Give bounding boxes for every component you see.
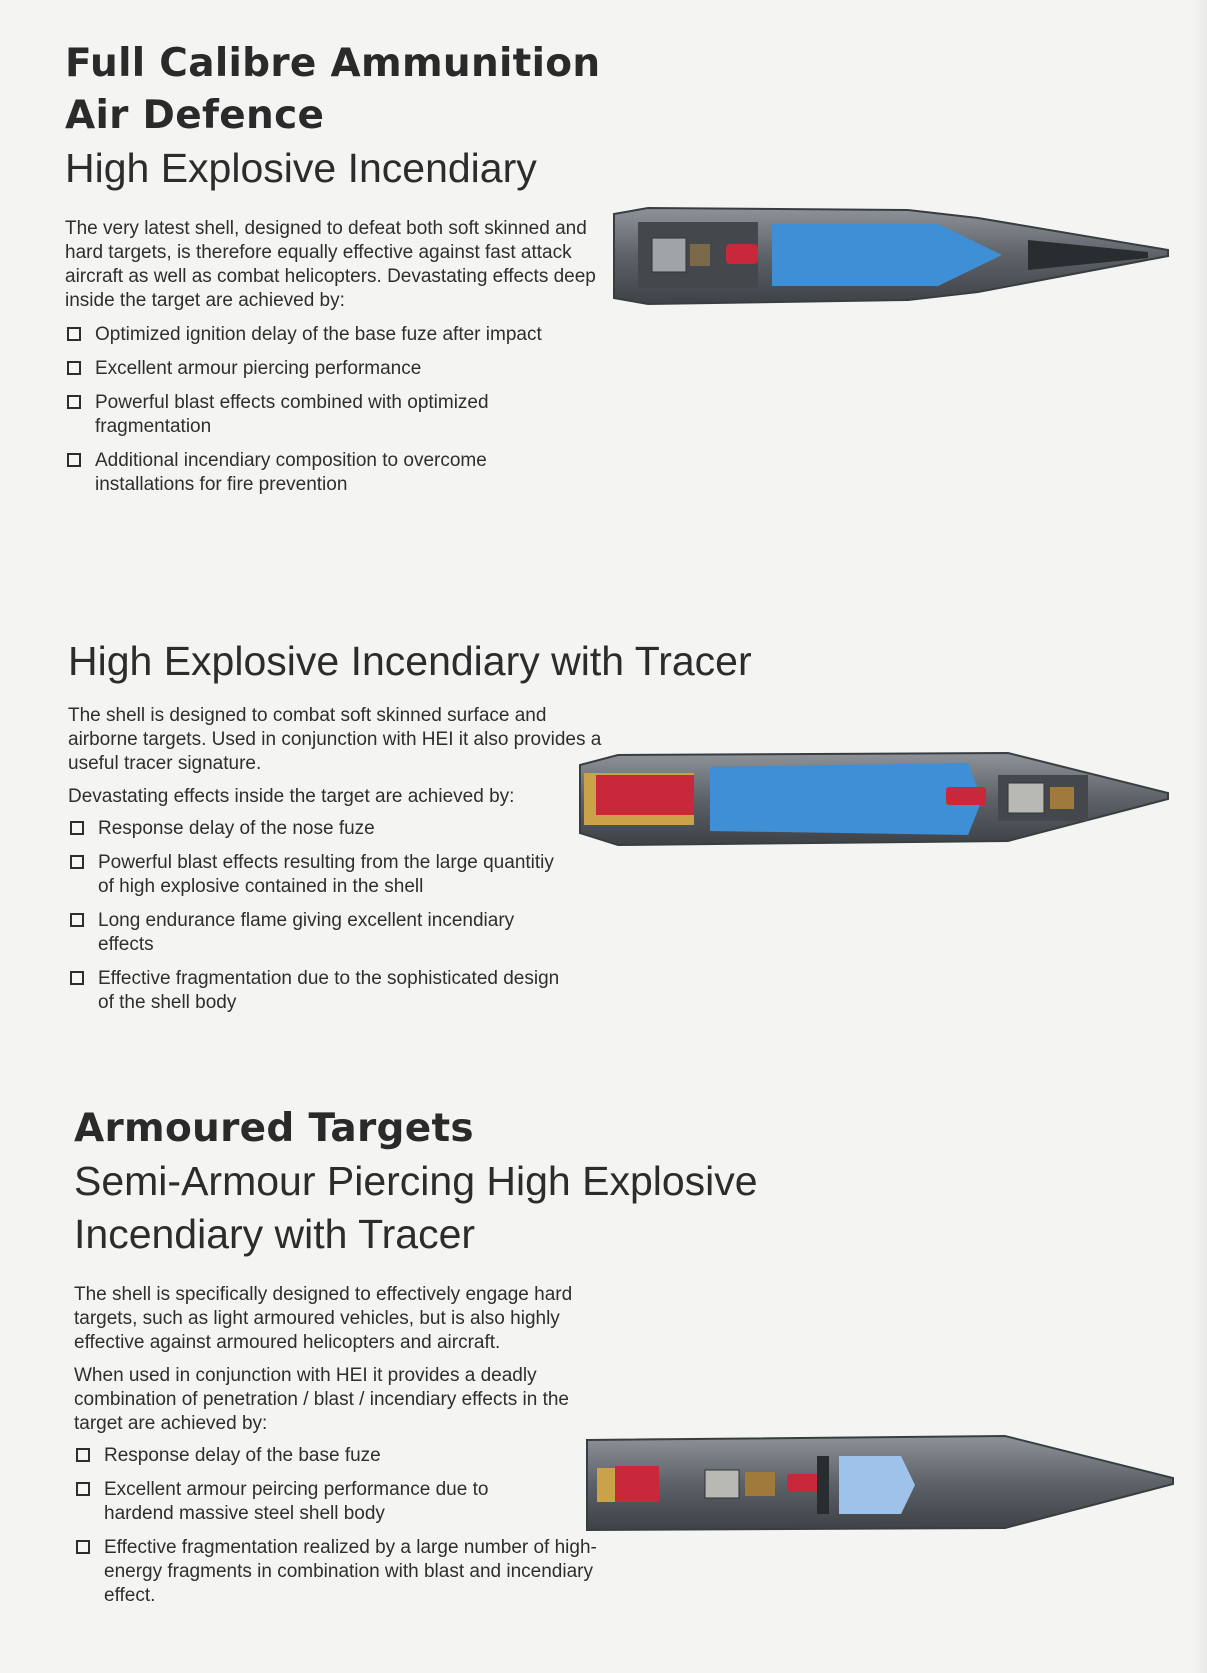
fuze-mechanism: [1008, 783, 1044, 813]
list-item: Effective fragmentation due to the sophisticated design of the shell body: [68, 967, 568, 1015]
list-item: Excellent armour piercing performance: [65, 357, 605, 381]
section-intro: The very latest shell, designed to defeat both soft skinned and hard targets, is therefore equally effective against fast attack aircraft as well as combat helicopters. Devastating effects deep inside the target are achieved by:: [65, 218, 596, 311]
checkbox-icon: [76, 1540, 90, 1554]
hei-shell-illustration: [608, 200, 1174, 320]
incendiary-charge: [946, 787, 986, 805]
list-item: Additional incendiary composition to overcome installations for fire prevention: [65, 449, 565, 497]
section-title: Armoured Targets: [74, 1106, 474, 1151]
sapheit-shell-illustration: [585, 1430, 1180, 1540]
section-subtitle: High Explosive Incendiary: [65, 145, 537, 191]
list-item: Response delay of the base fuze: [74, 1444, 594, 1468]
section-intro-2: When used in conjunction with HEI it provides a deadly combination of penetration / blast / incendiary effects in the target are achieved by:: [74, 1365, 570, 1434]
section-intro: The shell is designed to combat soft skinned surface and airborne targets. Used in conjunction with HEI it also provides a useful tracer signature.: [68, 705, 602, 774]
list-item: Powerful blast effects resulting from the large quantitiy of high explosive contained in the shell: [68, 851, 558, 899]
list-item: Powerful blast effects combined with optimized fragmentation: [65, 391, 565, 439]
section-title: Full Calibre Ammunition: [65, 41, 601, 86]
list-item: Optimized ignition delay of the base fuze after impact: [65, 323, 605, 347]
explosive-fill: [710, 763, 982, 835]
tracer-composition: [596, 775, 694, 815]
checkbox-icon: [70, 913, 84, 927]
fuze-mechanism: [652, 238, 686, 272]
checkbox-icon: [70, 821, 84, 835]
section-subtitle: Semi-Armour Piercing High Explosive: [74, 1158, 758, 1204]
list-item: Excellent armour peircing performance due to hardend massive steel shell body: [74, 1478, 554, 1526]
fuze-detail: [690, 244, 710, 266]
tracer-composition: [615, 1466, 659, 1502]
section-subtitle-line2: Incendiary with Tracer: [74, 1211, 476, 1257]
section-title-line2: Air Defence: [65, 93, 325, 138]
explosive-fill: [839, 1456, 915, 1514]
checkbox-icon: [76, 1448, 90, 1462]
checkbox-icon: [67, 453, 81, 467]
heit-shell-illustration: [578, 745, 1176, 855]
section-intro-2: Devastating effects inside the target are achieved by:: [68, 786, 515, 807]
checkbox-icon: [76, 1482, 90, 1496]
section-subtitle: High Explosive Incendiary with Tracer: [68, 638, 752, 684]
page-edge-shadow: [1193, 0, 1207, 1673]
checklist: [68, 817, 558, 1015]
checkbox-icon: [70, 971, 84, 985]
list-item: Long endurance flame giving excellent incendiary effects: [68, 909, 568, 957]
base-fuze-mechanism: [705, 1470, 739, 1498]
tracer-cup: [597, 1468, 615, 1502]
fuze-detail: [745, 1472, 775, 1496]
steel-wall: [817, 1456, 829, 1514]
list-item: Effective fragmentation realized by a large number of high-energy fragments in combination with blast and incendiary effect.: [74, 1536, 614, 1608]
section-intro: The shell is specifically designed to effectively engage hard targets, such as light armoured vehicles, but is also highly effective against armoured helicopters and aircraft.: [74, 1284, 573, 1353]
incendiary-charge: [726, 244, 758, 264]
checklist: [74, 1444, 597, 1608]
checkbox-icon: [67, 361, 81, 375]
checkbox-icon: [67, 395, 81, 409]
fuze-detail: [1050, 787, 1074, 809]
list-item: Response delay of the nose fuze: [68, 817, 558, 841]
checklist: [65, 323, 605, 497]
checkbox-icon: [70, 855, 84, 869]
checkbox-icon: [67, 327, 81, 341]
section-hei: [65, 38, 615, 497]
